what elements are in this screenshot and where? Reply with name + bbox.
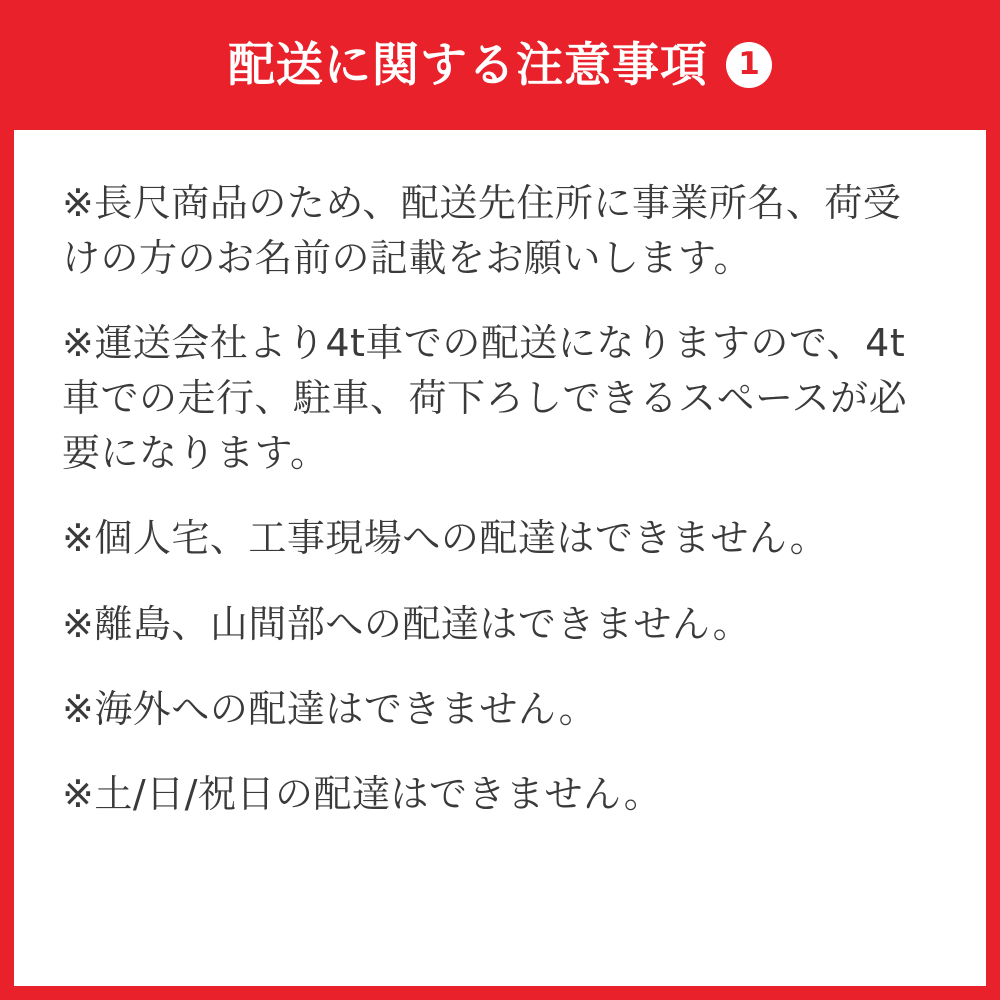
page-title: 配送に関する注意事項	[228, 37, 708, 93]
banner-header	[0, 0, 1000, 130]
list-item: ※長尺商品のため、配送先住所に事業所名、荷受けの方のお名前の記載をお願いします。	[62, 181, 902, 281]
list-item: ※個人宅、工事現場への配達はできません。	[62, 516, 829, 561]
list-item: ※離島、山間部への配達はできません。	[62, 601, 752, 646]
list-item: ※運送会社より4t車での配送になりますので、4t車での走行、駐車、荷下ろしできるスペースが必要になります。	[62, 321, 908, 476]
list-item: ※土/日/祝日の配達はできません。	[62, 771, 663, 816]
notice-list	[14, 130, 986, 986]
section-number-badge: 1	[726, 42, 772, 88]
list-item: ※海外への配達はできません。	[62, 686, 598, 731]
